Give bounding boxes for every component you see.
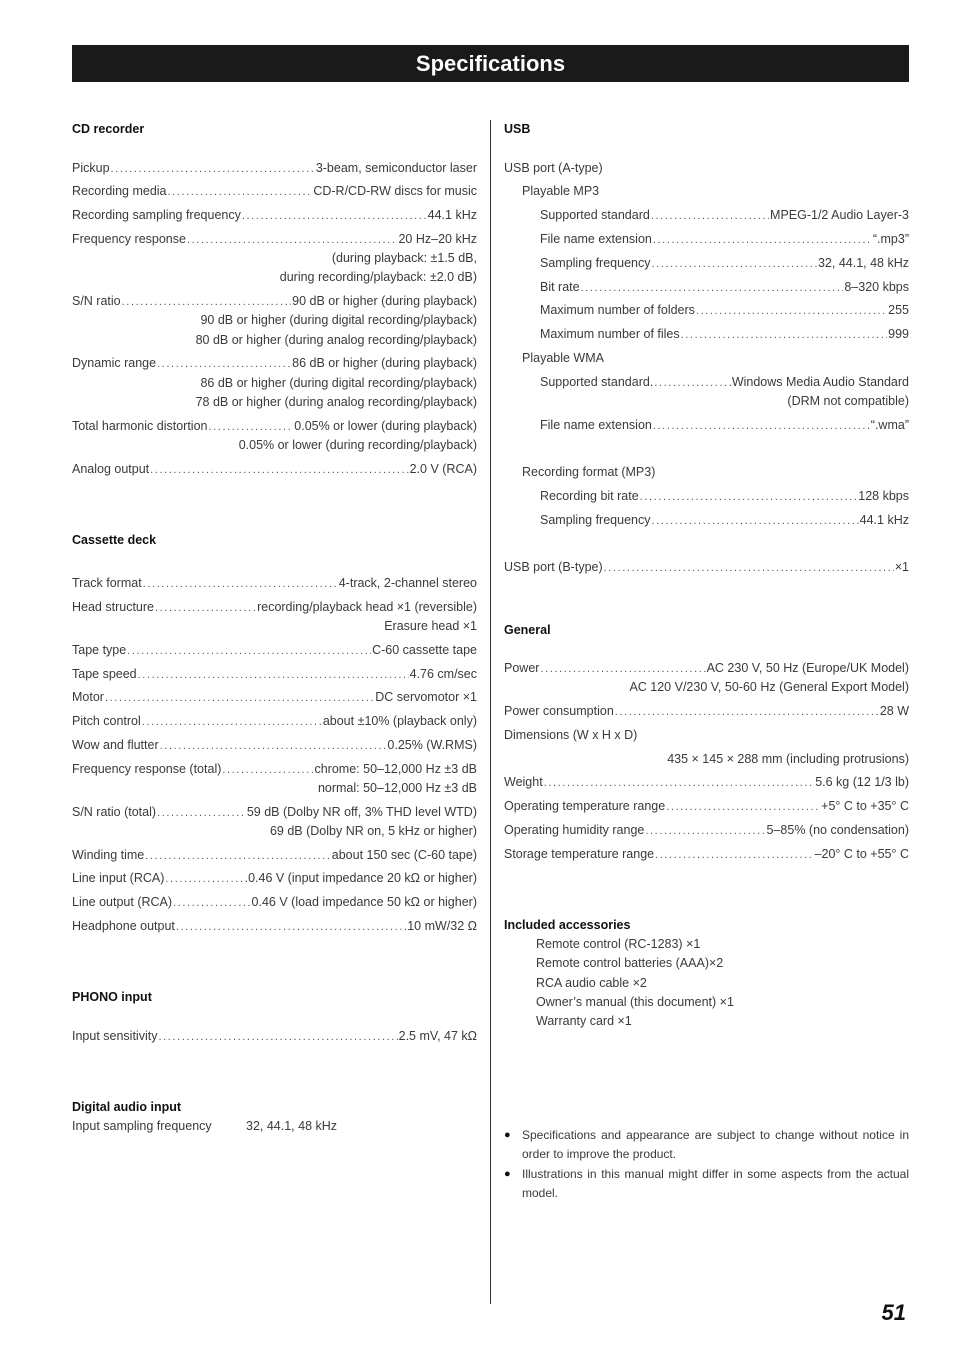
digital-input-key: Input sampling frequency [72, 1119, 212, 1133]
spec-key: Input sensitivity [72, 1029, 158, 1043]
spec-value: ×1 [894, 560, 909, 574]
spec-value: 8–320 kbps [844, 280, 909, 294]
spec-continuation: 80 dB or higher (during analog recording/playback) [195, 333, 477, 347]
spec-value: 4.76 cm/sec [409, 667, 477, 681]
dimensions-value: 435 × 145 × 288 mm (including protrusions) [667, 752, 909, 766]
spec-mp3-max-folders [540, 303, 909, 317]
spec-value: 2.5 mV, 47 kΩ [398, 1029, 477, 1043]
spec-value: CD-R/CD-RW discs for music [313, 184, 477, 198]
spec-wma-standard [540, 375, 909, 389]
spec-pitch-control [72, 714, 477, 728]
spec-value: 0.05% or lower (during playback) [294, 419, 477, 433]
spec-key: File name extension [540, 232, 652, 246]
general-heading: General [504, 623, 551, 637]
spec-mp3-bitrate [540, 280, 909, 294]
spec-key: Tape type [72, 643, 127, 657]
spec-usb-port-b [504, 560, 909, 574]
spec-continuation: 0.05% or lower (during recording/playback) [238, 438, 477, 452]
spec-key: Supported standard [540, 208, 650, 222]
spec-winding-time [72, 848, 477, 862]
spec-value: DC servomotor ×1 [375, 690, 477, 704]
cassette-deck-heading: Cassette deck [72, 533, 157, 547]
spec-value: Windows Media Audio Standard [731, 375, 909, 389]
page-title: Specifications [72, 45, 909, 82]
spec-value: 2.0 V (RCA) [409, 462, 477, 476]
playable-wma-label: Playable WMA [522, 351, 604, 365]
spec-value: –20° C to +55° C [814, 847, 909, 861]
spec-key: Power [504, 661, 540, 675]
spec-mp3-extension [540, 232, 909, 246]
spec-key: Frequency response [72, 232, 186, 246]
spec-key: Head structure [72, 600, 154, 614]
spec-key: Recording bit rate [540, 489, 639, 503]
spec-line-output [72, 895, 477, 909]
spec-continuation: 90 dB or higher (during digital recording/playback) [200, 313, 477, 327]
bullet-icon: ● [504, 1129, 511, 1141]
spec-value: 86 dB or higher (during playback) [292, 356, 477, 370]
spec-value: C-60 cassette tape [372, 643, 477, 657]
spec-continuation: (during playback: ±1.5 dB, [331, 251, 477, 265]
spec-key: Frequency response (total) [72, 762, 222, 776]
spec-key: Operating temperature range [504, 799, 666, 813]
spec-continuation: normal: 50–12,000 Hz ±3 dB [317, 781, 477, 795]
spec-continuation: AC 120 V/230 V, 50-60 Hz (General Export Model) [629, 680, 909, 694]
spec-key: Motor [72, 690, 104, 704]
digital-audio-input-heading: Digital audio input [72, 1100, 182, 1114]
spec-value: AC 230 V, 50 Hz (Europe/UK Model) [706, 661, 909, 675]
spec-continuation: 78 dB or higher (during analog recording/playback) [195, 395, 477, 409]
accessory-item: RCA audio cable ×2 [536, 976, 647, 990]
spec-key: Recording media [72, 184, 167, 198]
spec-headphone-output [72, 919, 477, 933]
usb-heading: USB [504, 122, 531, 136]
spec-value: 10 mW/32 Ω [407, 919, 477, 933]
spec-value: 32, 44.1, 48 kHz [817, 256, 909, 270]
spec-value: 0.25% (W.RMS) [387, 738, 477, 752]
spec-value: 3-beam, semiconductor laser [315, 161, 477, 175]
spec-sn-ratio [72, 294, 477, 308]
spec-key: Line output (RCA) [72, 895, 173, 909]
spec-key: Storage temperature range [504, 847, 655, 861]
spec-continuation: during recording/playback: ±2.0 dB) [279, 270, 477, 284]
spec-key: Recording sampling frequency [72, 208, 241, 222]
spec-value: 4-track, 2-channel stereo [338, 576, 477, 590]
spec-key: Headphone output [72, 919, 175, 933]
spec-tape-type [72, 643, 477, 657]
spec-key: Track format [72, 576, 142, 590]
included-accessories-heading: Included accessories [504, 918, 631, 932]
spec-value: 20 Hz–20 kHz [398, 232, 477, 246]
spec-wma-extension [540, 418, 909, 432]
phono-input-heading: PHONO input [72, 990, 152, 1004]
spec-key: S/N ratio [72, 294, 121, 308]
spec-recording-media [72, 184, 477, 198]
spec-value: 28 W [879, 704, 909, 718]
spec-value: .0.46 V (input impedance 20 kΩ or higher) [244, 871, 477, 885]
spec-continuation: Erasure head ×1 [384, 619, 477, 633]
spec-continuation: 86 dB or higher (during digital recording/playback) [200, 376, 477, 390]
spec-key: Maximum number of files [540, 327, 680, 341]
digital-input-value: 32, 44.1, 48 kHz [246, 1119, 338, 1133]
spec-value: “.wma” [870, 418, 909, 432]
spec-head-structure [72, 600, 477, 614]
accessory-item: Warranty card ×1 [536, 1014, 632, 1028]
spec-frequency-response-total [72, 762, 477, 776]
spec-key: Weight [504, 775, 543, 789]
spec-power [504, 661, 909, 675]
spec-key: Dynamic range [72, 356, 157, 370]
spec-input-sensitivity [72, 1029, 477, 1043]
usb-port-a-label: USB port (A-type) [504, 161, 603, 175]
spec-key: Total harmonic distortion [72, 419, 208, 433]
accessory-item: Remote control batteries (AAA)×2 [536, 956, 724, 970]
spec-frequency-response [72, 232, 477, 246]
spec-continuation: 69 dB (Dolby NR on, 5 kHz or higher) [269, 824, 477, 838]
note-text: Specifications and appearance are subject to change without notice in order to improve the product. [522, 1128, 909, 1161]
dimensions-label: Dimensions (W x H x D) [504, 728, 638, 742]
spec-key: Maximum number of folders [540, 303, 695, 317]
bullet-icon: ● [504, 1168, 511, 1180]
spec-operating-humidity [504, 823, 909, 837]
spec-value: 5.6 kg (12 1/3 lb) [815, 775, 909, 789]
spec-thd [72, 419, 477, 433]
spec-recording-bitrate [540, 489, 909, 503]
spec-value: 0.46 V (load impedance 50 kΩ or higher) [251, 895, 477, 909]
recording-format-label: Recording format (MP3) [522, 465, 656, 479]
spec-sn-ratio-total [72, 805, 477, 819]
spec-key: Pitch control [72, 714, 141, 728]
spec-value: 44.1 kHz [427, 208, 477, 222]
spec-mp3-standard [540, 208, 909, 222]
spec-operating-temperature [504, 799, 909, 813]
spec-weight [504, 775, 909, 789]
spec-key: Power consumption [504, 704, 614, 718]
spec-value: 999 [888, 327, 909, 341]
spec-mp3-max-files [540, 327, 909, 341]
spec-key: Winding time [72, 848, 145, 862]
note-item [504, 1165, 909, 1203]
spec-key: Wow and flutter [72, 738, 159, 752]
spec-key: Pickup [72, 161, 110, 175]
spec-value: 128 kbps [858, 489, 909, 503]
accessory-item: Remote control (RC-1283) ×1 [536, 937, 701, 951]
spec-key: Tape speed [72, 667, 137, 681]
spec-wow-flutter [72, 738, 477, 752]
spec-recording-sampling [540, 513, 909, 527]
spec-value: recording/playback head ×1 (reversible) [257, 600, 477, 614]
spec-key: USB port (B-type) [504, 560, 603, 574]
column-divider [490, 120, 491, 1304]
spec-power-consumption [504, 704, 909, 718]
spec-continuation: (DRM not compatible) [787, 394, 909, 408]
spec-dynamic-range [72, 356, 477, 370]
spec-value: +5° C to +35° C [821, 799, 909, 813]
spec-value: about ±10% (playback only) [322, 714, 477, 728]
spec-value: 5–85% (no condensation) [766, 823, 909, 837]
spec-line-input [72, 871, 477, 885]
playable-mp3-label: Playable MP3 [522, 184, 600, 198]
spec-key: Bit rate [540, 280, 580, 294]
spec-value: 59 dB (Dolby NR off, 3% THD level WTD) [246, 805, 477, 819]
spec-tape-speed [72, 667, 477, 681]
spec-value: MPEG-1/2 Audio Layer-3 [770, 208, 909, 222]
spec-key: Line input (RCA) [72, 871, 165, 885]
spec-value: 90 dB or higher (during playback) [292, 294, 477, 308]
spec-track-format [72, 576, 477, 590]
spec-value: chrome: 50–12,000 Hz ±3 dB [314, 762, 477, 776]
spec-key: File name extension [540, 418, 652, 432]
spec-key: Analog output [72, 462, 150, 476]
spec-value: about 150 sec (C-60 tape) [331, 848, 477, 862]
accessory-item: Owner’s manual (this document) ×1 [536, 995, 734, 1009]
spec-value: “.mp3” [872, 232, 909, 246]
note-item [504, 1126, 909, 1164]
page-number: 51 [881, 1300, 906, 1325]
spec-mp3-sampling [540, 256, 909, 270]
note-text: Illustrations in this manual might differ in some aspects from the actual model. [522, 1167, 909, 1200]
spec-pickup [72, 161, 477, 175]
spec-key: Supported standard. [540, 375, 654, 389]
spec-recording-sampling [72, 208, 477, 222]
spec-storage-temperature [504, 847, 909, 861]
spec-key: Sampling frequency [540, 256, 651, 270]
cd-recorder-heading: CD recorder [72, 122, 145, 136]
spec-key: S/N ratio (total) [72, 805, 157, 819]
spec-key: Operating humidity range [504, 823, 645, 837]
spec-key: Sampling frequency [540, 513, 651, 527]
spec-value: 44.1 kHz [859, 513, 909, 527]
spec-value: 255 [888, 303, 909, 317]
spec-analog-output [72, 462, 477, 476]
spec-motor [72, 690, 477, 704]
